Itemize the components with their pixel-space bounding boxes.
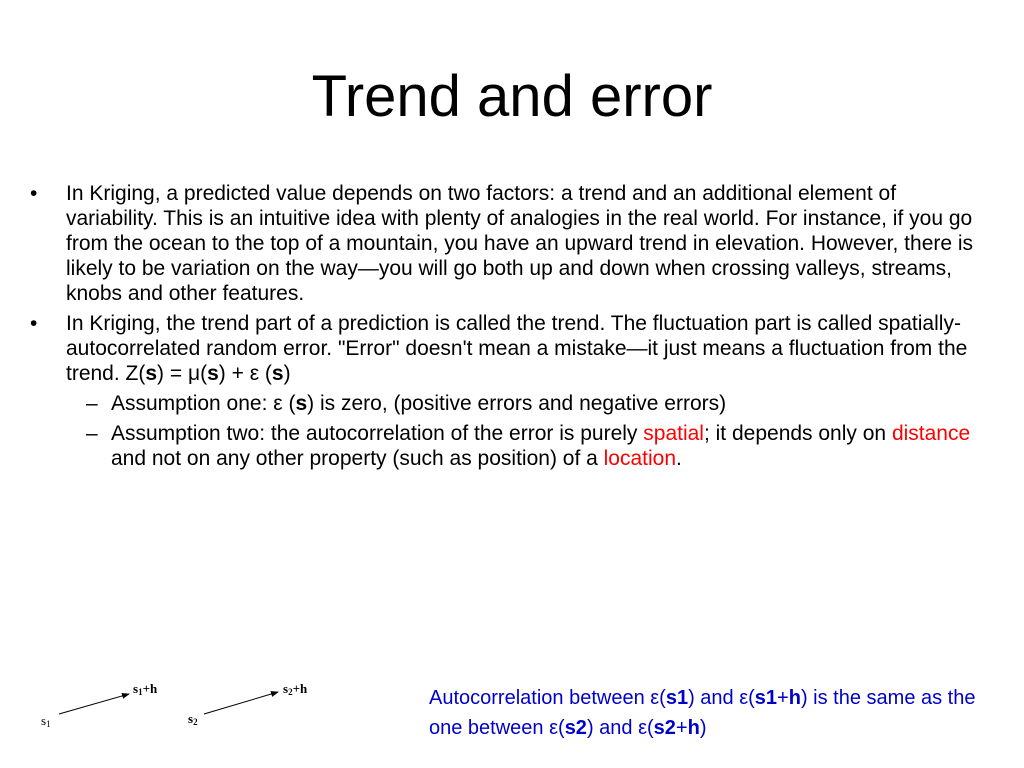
slide-title: Trend and error [311, 64, 713, 129]
slide-content [30, 181, 980, 476]
point-label-s1: s1 [41, 713, 51, 729]
sub-bullet-marker: – [86, 392, 98, 415]
sub-bullet-item [30, 421, 980, 471]
highlight-spatial: spatial [643, 422, 704, 445]
sub-bullet-item [30, 391, 980, 416]
sub-bullet-marker: – [86, 422, 98, 445]
sub-bullet-text: Assumption one: ε (s) is zero, (positive errors and negative errors) [111, 392, 727, 415]
point-label-s2: s2 [188, 711, 198, 727]
symbol-s: s [271, 362, 284, 385]
highlight-distance: distance [891, 422, 971, 445]
autocorrelation-caption: Autocorrelation between ε(s1) and ε(s1+h) is the same as the one between ε(s2) and ε(s2+h) [429, 687, 976, 739]
bullet-item [30, 311, 980, 386]
point-label-s1-plus-h: s1+h [133, 681, 158, 697]
bullet-text: In Kriging, the trend part of a prediction is called the trend. The fluctuation part is called spatially-autocorrelated random error. "Error" doesn't mean a mistake—it just means a fluctuation from the trend. Z(s) = μ(s) + ε (s) [66, 312, 968, 385]
symbol-s: s [295, 392, 308, 415]
point-label-s2-plus-h: s2+h [283, 681, 308, 697]
lag-vector-diagram [38, 676, 338, 746]
bullet-marker: • [30, 312, 38, 335]
highlight-location: location [603, 447, 677, 470]
lag-arrow-1 [59, 694, 129, 714]
symbol-s: s [145, 362, 158, 385]
bullet-text: In Kriging, a predicted value depends on two factors: a trend and an additional element of variability. This is an intuitive idea with plenty of analogies in the real world. For instance, if you go from the ocean to the top of a mountain, you have an upward trend in elevation. However, there is likely to be variation on the way—you will go both up and down when crossing valleys, streams, knobs and other features. [66, 182, 974, 305]
bullet-item [30, 181, 980, 306]
symbol-s: s [207, 362, 219, 385]
lag-arrow-2 [204, 692, 278, 714]
sub-bullet-text: Assumption two: the autocorrelation of the error is purely spatial; it depends only on distance and not on any other property (such as position) of a location. [111, 422, 971, 470]
bullet-marker: • [30, 182, 38, 205]
